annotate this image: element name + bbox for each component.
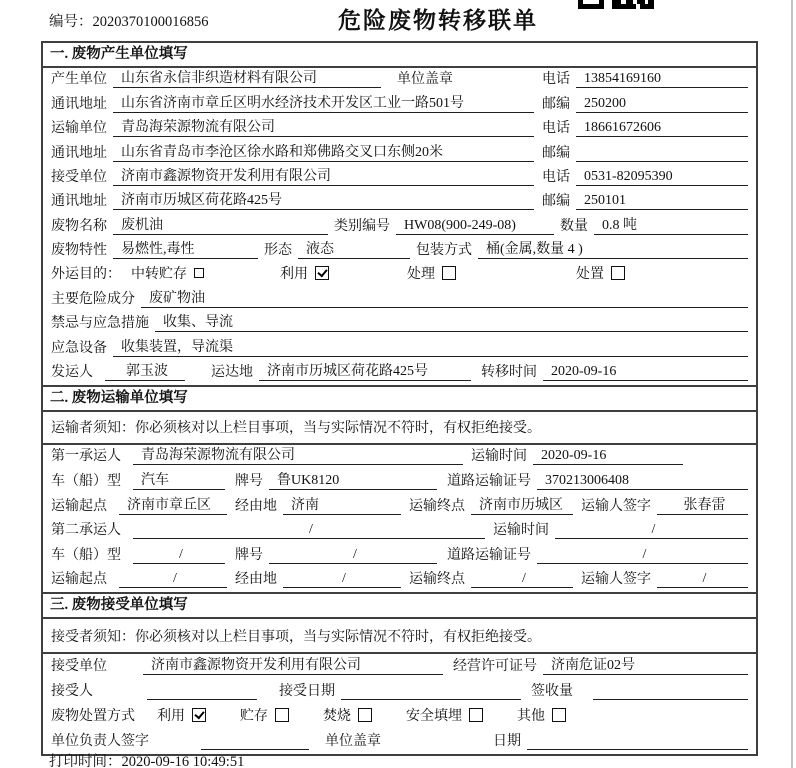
- serial-label: 编号：: [49, 14, 93, 30]
- form-row: [43, 679, 756, 704]
- checkbox-label: 其他: [517, 709, 545, 725]
- field-label: 经由地: [235, 572, 277, 588]
- form-row: [43, 68, 756, 92]
- field-value: /: [555, 522, 748, 539]
- checkbox-unchecked: [469, 708, 483, 722]
- field-value-blank: [593, 699, 748, 700]
- field-value-blank: [576, 161, 748, 162]
- checkbox-unchecked: [442, 266, 456, 280]
- manifest-form: [41, 41, 758, 756]
- field-label: 运输终点: [409, 498, 465, 514]
- field-label: 形态: [264, 243, 292, 258]
- checkbox-checked: [315, 266, 329, 280]
- field-label: 道路运输证号: [447, 547, 531, 563]
- field-value: /: [471, 571, 573, 588]
- field-label: 经营许可证号: [453, 659, 537, 675]
- print-time-label: 打印时间：: [49, 754, 122, 768]
- field-value-blank: [341, 699, 521, 700]
- form-row: [43, 287, 756, 311]
- field-label: 主要危险成分: [51, 291, 135, 307]
- form-row: [43, 141, 756, 165]
- form-row: [43, 92, 756, 116]
- field-label: 运输单位: [51, 121, 107, 137]
- field-value: 山东省青岛市李沧区徐水路和郑佛路交叉口东侧20米: [113, 141, 534, 162]
- field-label: 接受单位: [51, 169, 107, 185]
- checkbox-label: 中转贮存: [131, 267, 187, 283]
- field-label: 通讯地址: [51, 194, 107, 210]
- field-label: 废物特性: [51, 243, 107, 258]
- field-label: 外运目的：: [51, 267, 121, 283]
- checkbox-field: [323, 705, 372, 725]
- field-label: 电话: [542, 72, 570, 88]
- field-label: 运输终点: [409, 572, 465, 588]
- field-value: 张春雷: [657, 494, 748, 515]
- serial-value: 2020370100016856: [92, 14, 209, 30]
- field-label: 运达地: [211, 364, 253, 380]
- field-value: /: [537, 547, 748, 564]
- static-text: 单位盖章: [397, 72, 453, 88]
- section-transporter-rows: [43, 412, 756, 593]
- field-label: 牌号: [235, 474, 263, 490]
- checkbox-checked: [192, 708, 206, 722]
- field-label: 经由地: [235, 498, 277, 514]
- field-value: 济南危证02号: [543, 654, 748, 675]
- form-row: [43, 117, 756, 141]
- field-label: 产生单位: [51, 72, 107, 88]
- field-label: 类别编号: [334, 218, 390, 234]
- field-value: 济南市历城区: [471, 494, 573, 515]
- field-value: 250200: [576, 96, 748, 113]
- checkbox-field: [280, 263, 329, 283]
- field-label: 邮编: [542, 145, 570, 161]
- field-label: 接受单位: [51, 659, 107, 675]
- field-label: 车（船）型: [51, 547, 121, 563]
- checkbox-field: [406, 705, 483, 725]
- field-value: 郭玉波: [105, 360, 185, 381]
- field-value: /: [657, 571, 748, 588]
- field-label: 邮编: [542, 96, 570, 112]
- field-value: 济南: [283, 494, 401, 515]
- field-value: 汽车: [133, 469, 225, 490]
- form-row: [43, 336, 756, 360]
- static-text: 接受者须知：你必须核对以上栏目事项，当与实际情况不符时，有权拒绝接受。: [51, 629, 541, 645]
- field-label: 电话: [542, 121, 570, 137]
- form-row: [43, 704, 756, 729]
- field-value: /: [269, 547, 437, 564]
- field-value: 山东省永信非织造材料有限公司: [113, 67, 381, 88]
- section-header-transporter: 二. 废物运输单位填写: [43, 387, 756, 412]
- form-row: [43, 654, 756, 679]
- field-label: 发运人: [51, 364, 93, 380]
- field-value: 收集、导流: [155, 311, 748, 332]
- form-row: [43, 494, 756, 519]
- field-value: 0.8 吨: [594, 214, 748, 235]
- field-value: 13854169160: [576, 71, 748, 88]
- form-row: [43, 312, 756, 336]
- checkbox-unchecked: [552, 708, 566, 722]
- field-value: 青岛海荣源物流有限公司: [133, 444, 463, 465]
- field-value: 液态: [298, 238, 410, 259]
- page-scan-edge: [791, 0, 793, 768]
- checkbox-label: 处置: [576, 267, 604, 283]
- field-label: 应急设备: [51, 340, 107, 356]
- field-label: 运输时间: [493, 523, 549, 539]
- field-label: 第一承运人: [51, 449, 121, 465]
- field-value: 易燃性,毒性: [113, 238, 258, 259]
- field-value-blank: [147, 699, 257, 700]
- checkbox-label: 利用: [280, 267, 308, 283]
- checkbox-label: 利用: [157, 709, 185, 725]
- form-row: [43, 543, 756, 568]
- checkbox-field: [157, 705, 206, 725]
- field-value: 青岛海荣源物流有限公司: [113, 116, 534, 137]
- field-label: 通讯地址: [51, 145, 107, 161]
- field-label: 道路运输证号: [447, 474, 531, 490]
- section-producer-rows: [43, 68, 756, 385]
- field-value: 0531-82095390: [576, 169, 748, 186]
- field-label: 废物名称: [51, 218, 107, 234]
- section-header-receiver: 三. 废物接受单位填写: [43, 594, 756, 619]
- field-value: HW08(900-249-08): [396, 218, 554, 235]
- static-text: 单位盖章: [325, 734, 381, 750]
- field-value: 济南市章丘区: [119, 494, 227, 515]
- section-producer: [43, 43, 756, 385]
- field-value: 2020-09-16: [533, 448, 683, 465]
- form-row: [43, 263, 756, 287]
- field-label: 接受人: [51, 684, 93, 700]
- field-value: 370213006408: [537, 473, 748, 490]
- field-label: 单位负责人签字: [51, 734, 149, 750]
- form-row: [43, 568, 756, 593]
- field-value: 废矿物油: [141, 287, 748, 308]
- field-label: 运输起点: [51, 572, 107, 588]
- field-value: /: [283, 571, 401, 588]
- field-label: 电话: [542, 169, 570, 185]
- section-header-producer: 一. 废物产生单位填写: [43, 43, 756, 68]
- form-row: [43, 445, 756, 470]
- section-receiver-rows: [43, 619, 756, 754]
- checkbox-field: [240, 705, 289, 725]
- form-row: [43, 519, 756, 544]
- form-row: [43, 190, 756, 214]
- field-label: 禁忌与应急措施: [51, 316, 149, 332]
- checkbox-field: [407, 263, 456, 283]
- document-title: 危险废物转移联单: [338, 8, 538, 33]
- checkbox-unchecked: [611, 266, 625, 280]
- checkbox-field: [131, 263, 204, 283]
- field-label: 废物处置方式: [51, 709, 135, 725]
- field-value: 收集装置，导流渠: [113, 336, 748, 357]
- checkbox-label: 处理: [407, 267, 435, 283]
- checkbox-unchecked: [194, 268, 204, 278]
- field-value: 废机油: [113, 214, 328, 235]
- form-row: [43, 239, 756, 263]
- print-time: [49, 750, 244, 768]
- checkbox-field: [576, 263, 625, 283]
- field-label: 转移时间: [481, 364, 537, 380]
- field-label: 运输人签字: [581, 498, 651, 514]
- field-value: /: [133, 522, 485, 539]
- field-label: 车（船）型: [51, 474, 121, 490]
- form-row: [43, 361, 756, 385]
- field-value: /: [119, 571, 227, 588]
- field-value: 18661672606: [576, 120, 748, 137]
- field-label: 运输人签字: [581, 572, 651, 588]
- checkbox-label: 安全填埋: [406, 709, 462, 725]
- field-label: 邮编: [542, 194, 570, 210]
- checkbox-label: 贮存: [240, 709, 268, 725]
- qr-code-fragment: [578, 0, 654, 10]
- field-label: 日期: [493, 734, 521, 750]
- field-label: 牌号: [235, 547, 263, 563]
- field-value: /: [133, 547, 225, 564]
- section-receiver: [43, 592, 756, 754]
- field-value: 济南市鑫源物资开发利用有限公司: [113, 165, 534, 186]
- notice-row: [43, 619, 756, 654]
- form-row: [43, 469, 756, 494]
- field-label: 第二承运人: [51, 523, 121, 539]
- field-value: 济南市鑫源物资开发利用有限公司: [143, 654, 443, 675]
- field-value: 济南市历城区荷花路425号: [113, 189, 534, 210]
- field-label: 运输时间: [471, 449, 527, 465]
- field-value: 济南市历城区荷花路425号: [259, 360, 471, 381]
- form-row: [43, 214, 756, 238]
- field-label: 数量: [560, 218, 588, 234]
- field-value-blank: [527, 749, 748, 750]
- checkbox-unchecked: [275, 708, 289, 722]
- notice-row: [43, 412, 756, 445]
- field-value: 鲁UK8120: [269, 469, 437, 490]
- checkbox-label: 焚烧: [323, 709, 351, 725]
- field-value: 山东省济南市章丘区明水经济技术开发区工业一路501号: [113, 92, 534, 113]
- static-text: 运输者须知：你必须核对以上栏目事项，当与实际情况不符时，有权拒绝接受。: [51, 421, 541, 437]
- field-value: 桶(金属,数量 4 ): [478, 238, 748, 259]
- field-label: 签收量: [531, 684, 573, 700]
- checkbox-field: [517, 705, 566, 725]
- field-label: 通讯地址: [51, 96, 107, 112]
- checkbox-unchecked: [358, 708, 372, 722]
- form-row: [43, 166, 756, 190]
- field-label: 运输起点: [51, 498, 107, 514]
- field-label: 包装方式: [416, 243, 472, 258]
- print-time-value: 2020-09-16 10:49:51: [121, 754, 245, 768]
- field-label: 接受日期: [279, 684, 335, 700]
- section-transporter: [43, 385, 756, 593]
- field-value: 2020-09-16: [543, 364, 748, 381]
- field-value: 250101: [576, 193, 748, 210]
